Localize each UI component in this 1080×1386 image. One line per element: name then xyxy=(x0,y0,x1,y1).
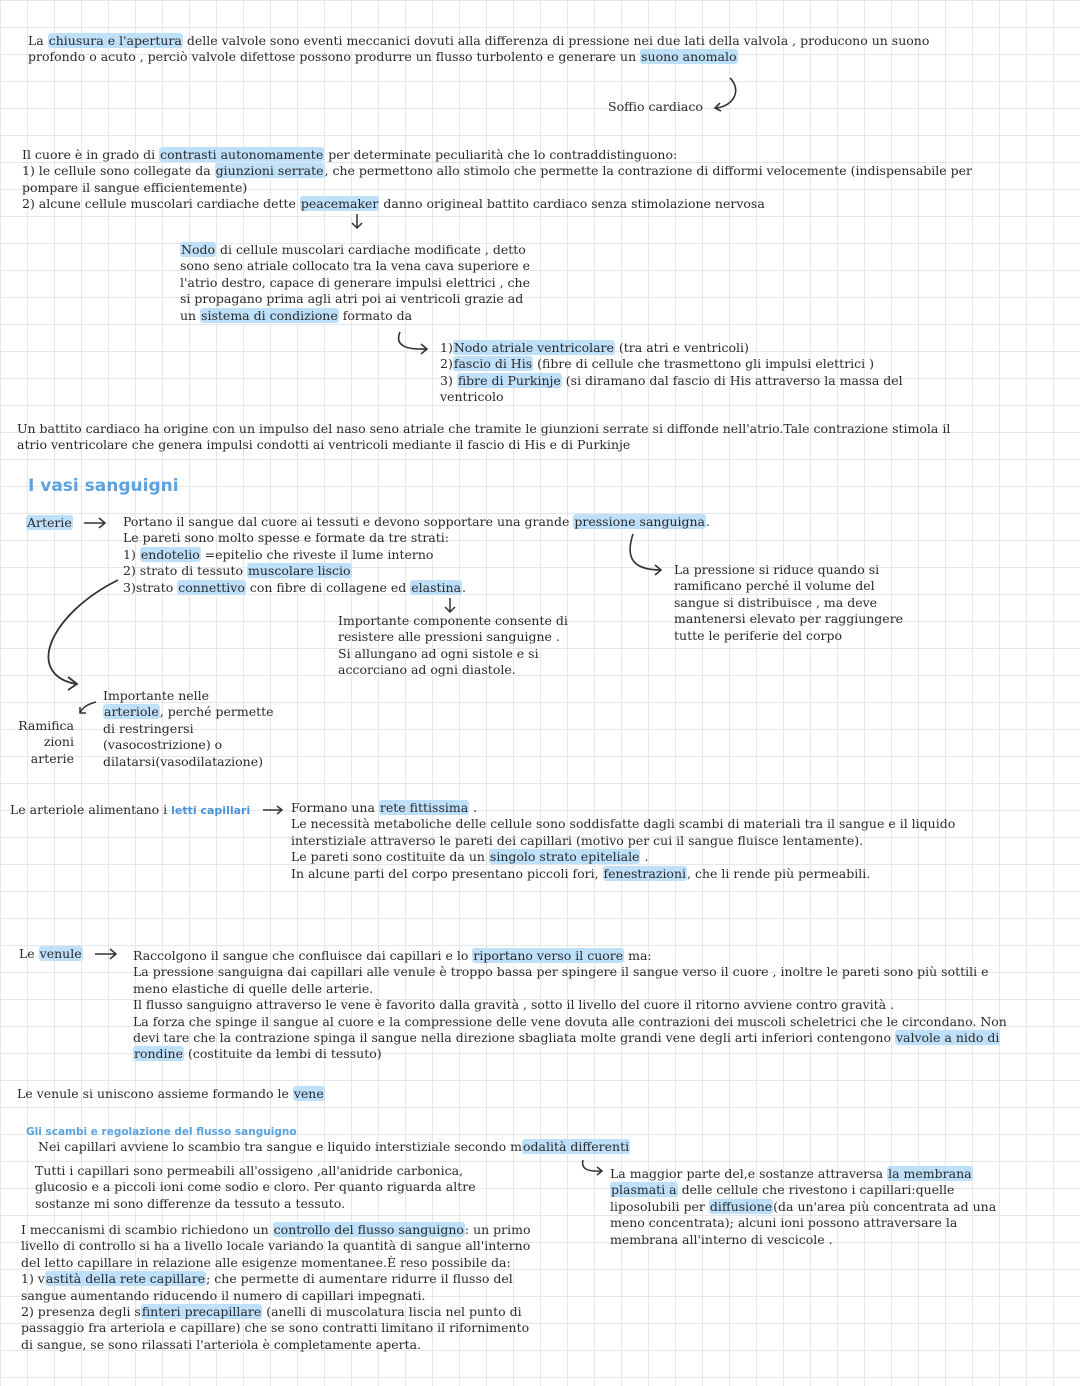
valvole-paragraph xyxy=(28,33,1058,66)
cuore-line-2: 1) le cellule sono collegate da giunzioni serrate, che permettono allo stimolo che permette la contrazione di difformi velocemente (indispensabile per xyxy=(22,163,973,179)
letti-capillari-label: letti capillari xyxy=(171,804,251,817)
cuore-line-4: 2) alcune cellule muscolari cardiache dette peacemaker danno origineal battito cardiaco senza stimolazione nervosa xyxy=(22,196,765,212)
meccanismi-paragraph: I meccanismi di scambio richiedono un controllo del flusso sanguigno: un primo livello di controllo si ha a livello locale variando la quantità di sangue all'interno del letto capillare in relazione alle esigenze momentanee.È reso possibile da: 1) vastità della rete capillare; che permette di aumentare ridurre il flusso del sangue aumentando riducendo il numero di capillari impegnati. 2) presenza degli sfinteri precapillare (anelli di muscolatura liscia nel punto di passaggio fra arteriola e capillare) che se sono contratti limitano il rifornimento di sangue, se sono rilassati l'arteriola è completamente aperta. xyxy=(21,1222,531,1352)
highlight: Nodo xyxy=(181,242,215,257)
highlight: giunzioni serrate xyxy=(215,163,324,179)
highlight: endotelio xyxy=(140,546,200,562)
highlight: Nodo atriale ventricolare xyxy=(453,340,614,355)
list-item: 3) fibre di Purkinje (si diramano dal fascio di His attraverso la massa del xyxy=(440,372,903,388)
list-item: 2)fascio di His (fibre di cellule che trasmettono gli impulsi elettrici ) xyxy=(440,356,875,372)
highlight: fibre di Purkinje xyxy=(457,372,561,388)
right-arrow-icon xyxy=(94,947,120,961)
highlight: rondine xyxy=(134,1046,183,1062)
highlight: singolo strato epiteliale xyxy=(489,849,640,865)
highlight: la membrana xyxy=(888,1166,972,1181)
section-subtitle-scambi: Gli scambi e regolazione del flusso sanguigno xyxy=(26,1126,297,1138)
capillari-paragraph: Formano una rete fittissima . Le necessità metaboliche delle cellule sono soddisfatte dagli scambi di materiali tra il sangue e il liquido interstiziale attraverso le pareti dei capillari (motivo per cui il sangue fluisce lentamente). Le pareti sono costituite da un singolo strato epiteliale . In alcune parti del corpo presentano piccoli fori, fenestrazioni, che li rende più permeabili. xyxy=(291,800,956,881)
highlight: sistema di condizione xyxy=(201,307,338,323)
highlight: contrasti autonomamente xyxy=(160,147,324,162)
ramificazioni-note: Importante nelle arteriole, perché permette di restringersi (vasocostrizione) o dilatarsi(vasodilatazione) xyxy=(103,688,274,769)
hook-arrow-icon xyxy=(395,330,431,356)
hook-arrow-icon xyxy=(625,532,665,576)
list-item: 1)Nodo atriale ventricolare (tra atri e ventricoli) xyxy=(440,340,749,355)
highlight: finteri precapillare xyxy=(141,1304,262,1320)
venule-label: Le venule xyxy=(19,946,82,961)
battito-paragraph: Un battito cardiaco ha origine con un impulso del naso seno atriale che tramite le giunzioni serrate si diffonde nell'atrio.Tale contrazione stimola il atrio ventricolare che genera impulsi condotti ai ventricoli mediante il fascio di His e di Purkinje xyxy=(17,421,951,453)
hook-arrow-icon xyxy=(580,1158,606,1178)
highlight: plasmati a xyxy=(611,1182,677,1198)
highlight: venule xyxy=(39,946,82,961)
highlight: controllo del flusso sanguigno xyxy=(273,1222,464,1237)
elastina-note: Importante componente consente di resistere alle pressioni sanguigne . Si allungano ad ogni sistole e si accorciano ad ogni diastole. xyxy=(338,613,568,678)
permeabilita-paragraph: Tutti i capillari sono permeabili all'ossigeno ,all'anidride carbonica, glucosio e a piccoli ioni come sodio e cloro. Per quanto riguarda altre sostanze mi sono differenze da tessuto a tessuto. xyxy=(35,1163,476,1211)
right-arrow-icon xyxy=(262,804,286,816)
highlight: rete fittissima xyxy=(379,800,469,815)
capillari-label: Le arteriole alimentano i letti capillari xyxy=(10,802,251,817)
membrana-paragraph: La maggior parte del,e sostanze attraversa la membrana plasmati a delle cellule che rivestono i capillari:quelle liposolubili per diffusione(da un'area più concentrata ad una meno concentrata); alcuni ioni possono attraversare la membrana all'interno di vescicole . xyxy=(610,1166,997,1247)
highlight: astità della rete capillare xyxy=(45,1271,206,1287)
highlight: odalità differenti xyxy=(522,1139,630,1154)
cuore-line-3: pompare il sangue efficientemente) xyxy=(22,179,248,195)
pressione-note: La pressione si riduce quando si ramificano perché il volume del sangue si distribuisce , ma deve mantenersi elevato per raggiungere tutte le periferie del corpo xyxy=(674,562,904,643)
highlight: Arterie xyxy=(27,515,72,530)
vene-line: Le venule si uniscono assieme formando le vene xyxy=(17,1086,324,1101)
cuore-paragraph xyxy=(22,147,1062,213)
highlight: pressione sanguigna xyxy=(574,514,705,529)
arterie-label xyxy=(26,515,73,531)
curved-arrow-icon xyxy=(708,74,744,114)
nodo-paragraph: Nodo di cellule muscolari cardiache modificate , detto sono seno atriale collocato tra la vena cava superiore e l'atrio destro, capace di generare impulsi elettrici , che si propagano prima agli atri poi ai ventricoli grazie ad un sistema di condizione formato da xyxy=(180,242,531,323)
highlight: fascio di His xyxy=(453,356,533,372)
highlight: fenestrazioni xyxy=(603,865,687,881)
right-arrow-icon xyxy=(83,516,109,530)
highlight: suono anomalo xyxy=(641,49,737,65)
scambi-intro: Nei capillari avviene lo scambio tra sangue e liquido interstiziale secondo modalità differenti xyxy=(38,1139,630,1154)
highlight: arteriole xyxy=(104,704,159,720)
highlight: riportano verso il cuore xyxy=(473,948,624,963)
cuore-line-1: Il cuore è in grado di contrasti autonomamente per determinate peculiarità che lo contraddistinguono: xyxy=(22,147,678,162)
arterie-paragraph: Portano il sangue dal cuore ai tessuti e devono sopportare una grande pressione sanguigna. Le pareti sono molto spesse e formate da tre strati: 1) endotelio =epitelio che riveste il lume interno 2) strato di tessuto muscolare liscio 3)strato connettivo con fibre di collagene ed elastina. xyxy=(123,514,710,595)
venule-paragraph: Raccolgono il sangue che confluisce dai capillari e lo riportano verso il cuore ma: La pressione sanguigna dai capillari alle venule è troppo bassa per spingere il sangue verso il cuore , inoltre le pareti sono più sottili e meno elastiche di quelle delle arterie. Il flusso sanguigno attraverso le vene è favorito dalla gravità , sotto il livello del cuore il ritorno avviene contro gravità . La forza che spinge il sangue al cuore e la compressione delle vene dovuta alle contrazioni dei muscoli scheletrici che le circondano. Non devi tare che la contrazione spinga il sangue nella direzione sbagliata molte grandi vene degli arti inferiori contengono valvole a nido di rondine (costituite da lembi di tessuto) xyxy=(133,948,1007,1062)
highlight: connettivo xyxy=(178,579,245,595)
curved-arrow-icon xyxy=(30,574,130,694)
highlight: elastina xyxy=(411,579,462,595)
valvole-line-1: La chiusura e l'apertura delle valvole sono eventi meccanici dovuti alla differenza di pressione nei due lati della valvola , producono un suono xyxy=(28,33,930,48)
highlight: peacemaker xyxy=(300,196,379,212)
down-arrow-icon xyxy=(350,213,364,231)
highlight: vene xyxy=(293,1086,324,1101)
highlight: muscolare liscio xyxy=(248,563,351,579)
sistema-conduzione-list: 1)Nodo atriale ventricolare (tra atri e ventricoli) 2)fascio di His (fibre di cellule che trasmettono gli impulsi elettrici ) 3) fibre di Purkinje (si diramano dal fascio di His attraverso la massa del ventricolo xyxy=(440,340,960,406)
highlight: chiusura e l'apertura xyxy=(48,33,182,48)
highlight: valvole a nido di xyxy=(895,1030,1000,1046)
soffio-cardiaco-label: Soffio cardiaco xyxy=(608,99,703,114)
ramificazioni-label: Ramifica zioni arterie xyxy=(18,718,74,766)
valvole-line-2: profondo o acuto , perciò valvole difettose possono produrre un flusso turbolento e generare un suono anomalo xyxy=(28,49,737,65)
highlight: diffusione xyxy=(709,1198,773,1214)
left-arrow-icon xyxy=(76,700,98,716)
section-title-vasi: I vasi sanguigni xyxy=(28,476,179,496)
